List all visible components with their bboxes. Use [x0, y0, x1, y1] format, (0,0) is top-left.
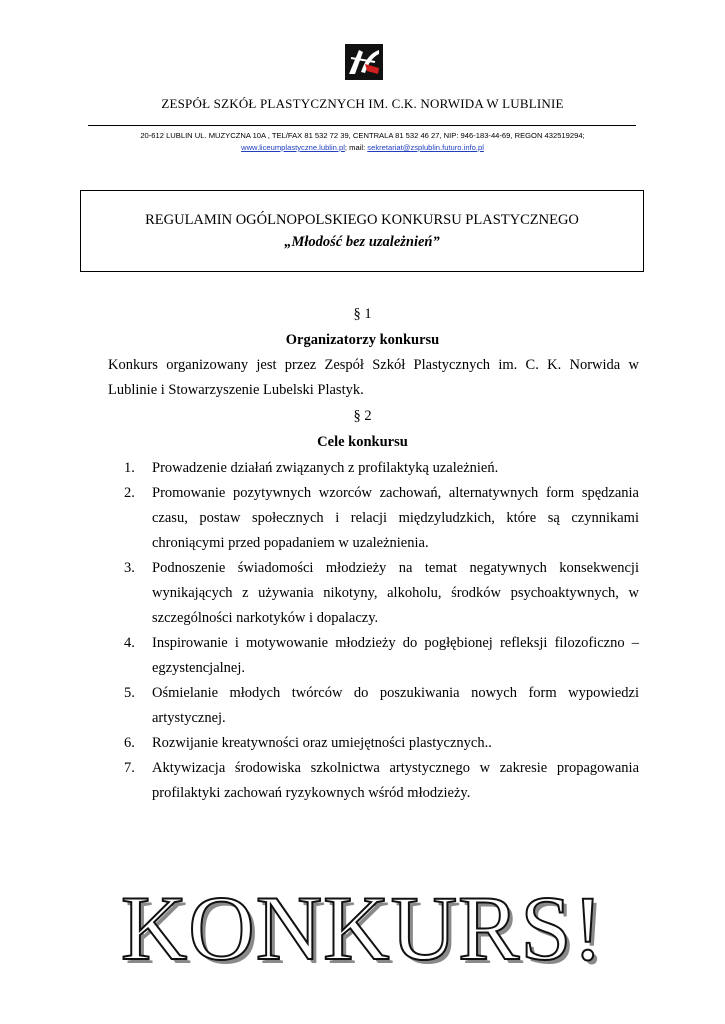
list-item-text: Inspirowanie i motywowanie młodzieży do pogłębionej refleksji filozoficzno – egzystencjalnej. — [152, 635, 639, 676]
section-1-text: Konkurs organizowany jest przez Zespół Szkół Plastycznych im. C. K. Norwida w Lublinie i Stowarzyszenie Lubelski Plastyk. — [108, 357, 639, 398]
list-item — [124, 681, 639, 731]
title-box — [80, 190, 644, 272]
website-link[interactable]: www.liceumplastyczne.lublin.pl — [241, 143, 345, 152]
konkurs-banner: KONKURS! — [120, 877, 605, 979]
list-item-text: Promowanie pozytywnych wzorców zachowań, alternatywnych form spędzania czasu, postaw społecznych i relacji międzyludzkich, które są czynnikami chroniącymi przed popadaniem w uzależnienia. — [152, 485, 639, 551]
list-item — [124, 481, 639, 556]
list-item-number: 1. — [124, 460, 135, 476]
school-logo-icon — [345, 44, 383, 80]
list-item-number: 7. — [124, 760, 135, 776]
goals-list — [124, 456, 639, 806]
contact-line — [0, 143, 725, 152]
header-divider — [88, 125, 636, 126]
email-link[interactable]: sekretariat@zsplublin.futuro.info.pl — [367, 143, 484, 152]
list-item-text: Prowadzenie działań związanych z profilaktyką uzależnień. — [152, 460, 499, 476]
mail-label: ; mail: — [344, 143, 368, 152]
list-item-number: 4. — [124, 635, 135, 651]
list-item-text: Podnoszenie świadomości młodzieży na temat negatywnych konsekwencji wynikających z używania nikotyny, alkoholu, środków psychoaktywnych, w szczególności narkotyków i dopalaczy. — [152, 560, 639, 626]
section-1-heading: Organizatorzy konkursu — [285, 332, 440, 348]
school-address: 20-612 LUBLIN UL. MUZYCZNA 10A , TEL/FAX 81 532 72 39, CENTRALA 81 532 46 27, NIP: 946-183-44-69, REGON 432519294; — [140, 131, 585, 140]
list-item-text: Rozwijanie kreatywności oraz umiejętności plastycznych.. — [152, 735, 492, 751]
list-item — [124, 631, 639, 681]
section-1-mark: § 1 — [353, 306, 372, 322]
list-item — [124, 456, 639, 481]
list-item — [124, 756, 639, 806]
list-item-text: Ośmielanie młodych twórców do poszukiwania nowych form wypowiedzi artystycznej. — [152, 685, 639, 726]
contest-name: „Młodość bez uzależnień” — [284, 234, 440, 250]
list-item-number: 2. — [124, 485, 135, 501]
section-2-heading: Cele konkursu — [317, 434, 408, 450]
list-item-text: Aktywizacja środowiska szkolnictwa artystycznego w zakresie propagowania profilaktyki zachowań ryzykownych wśród młodzieży. — [152, 760, 639, 801]
list-item-number: 5. — [124, 685, 135, 701]
list-item — [124, 556, 639, 631]
list-item-number: 3. — [124, 560, 135, 576]
section-2-mark: § 2 — [353, 408, 372, 424]
list-item-number: 6. — [124, 735, 135, 751]
school-name: ZESPÓŁ SZKÓŁ PLASTYCZNYCH IM. C.K. NORWIDA W LUBLINIE — [161, 96, 564, 111]
list-item — [124, 731, 639, 756]
regulation-title: REGULAMIN OGÓLNOPOLSKIEGO KONKURSU PLASTYCZNEGO — [145, 212, 579, 228]
